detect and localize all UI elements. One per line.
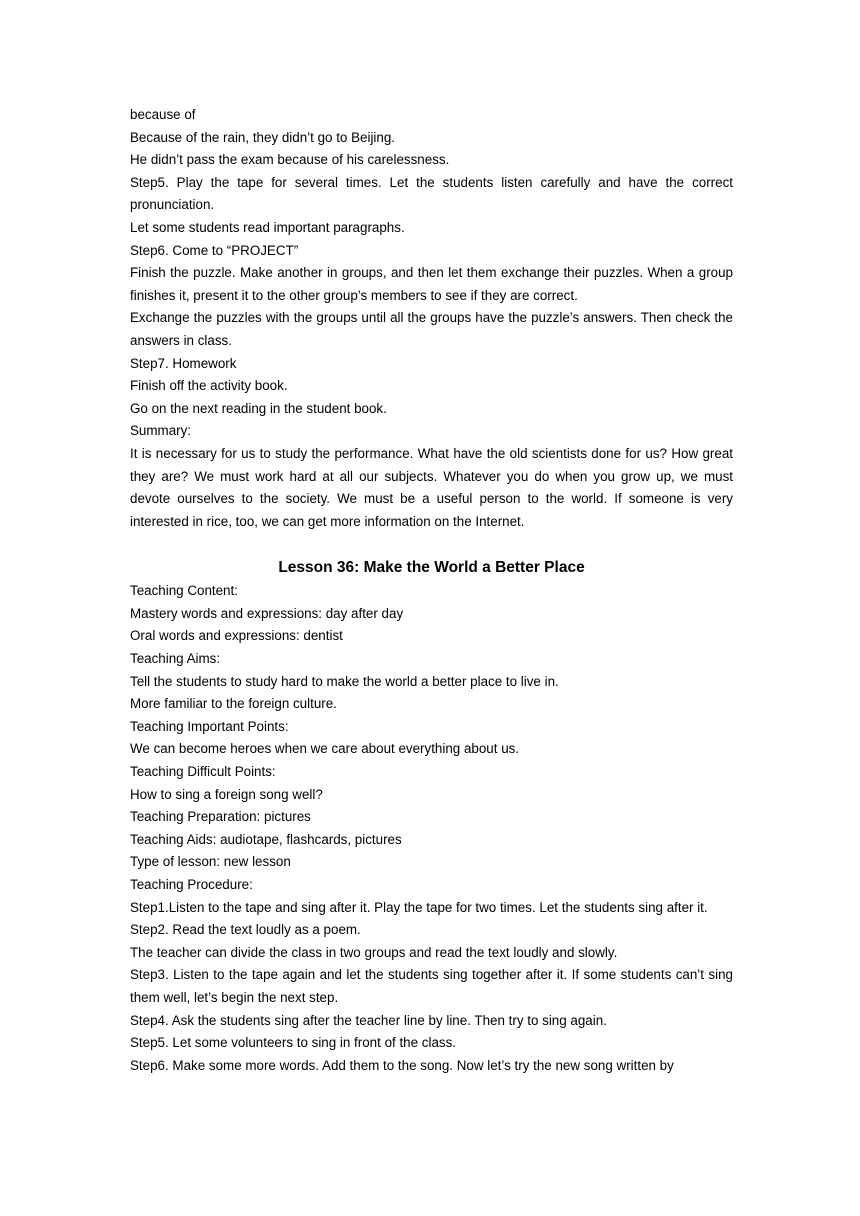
text-line: How to sing a foreign song well?: [130, 786, 323, 802]
text-line: Mastery words and expressions: day after day: [130, 605, 404, 621]
text-line: Teaching Content:: [130, 583, 238, 599]
paragraph: Exchange the puzzles with the groups until all the groups have the puzzle’s answers. Then check the answers in class.: [130, 310, 733, 348]
text-line: Oral words and expressions: dentist: [130, 628, 343, 644]
text-line: Teaching Important Points:: [130, 718, 289, 734]
text-line: He didn’t pass the exam because of his carelessness.: [130, 152, 450, 168]
paragraph: Step1.Listen to the tape and sing after it. Play the tape for two times. Let the students sing after it.: [130, 899, 708, 915]
text-line: Teaching Preparation: pictures: [130, 809, 311, 825]
text-line: Step7. Homework: [130, 355, 237, 371]
text-line: We can become heroes when we care about everything about us.: [130, 741, 520, 757]
text-line: Go on the next reading in the student book.: [130, 400, 387, 416]
text-line: Step6. Make some more words. Add them to the song. Now let’s try the new song written by: [130, 1057, 674, 1073]
text-line: Let some students read important paragraphs.: [130, 219, 405, 235]
paragraph: Finish the puzzle. Make another in groups, and then let them exchange their puzzles. When a group finishes it, present it to the other group’s members to see if they are correct.: [130, 265, 733, 303]
text-line: Step5. Let some volunteers to sing in front of the class.: [130, 1035, 457, 1051]
paragraph: It is necessary for us to study the performance. What have the old scientists done for us? How great they are? We must work hard at all our subjects. Whatever you do when you grow up, we must devote ourselves to the society. We must be a useful person to the world. If someone is very interested in rice, too, we can get more information on the Internet.: [130, 445, 733, 529]
text-line: Summary:: [130, 423, 192, 439]
text-line: Tell the students to study hard to make the world a better place to live in.: [130, 673, 559, 689]
text-line: Teaching Difficult Points:: [130, 764, 276, 780]
text-line: Step4. Ask the students sing after the teacher line by line. Then try to sing again.: [130, 1012, 607, 1028]
paragraph: Step3. Listen to the tape again and let the students sing together after it. If some students can’t sing them well, let’s begin the next step.: [130, 967, 733, 1005]
text-line: Teaching Aims:: [130, 651, 221, 667]
text-line: The teacher can divide the class in two groups and read the text loudly and slowly.: [130, 944, 618, 960]
text-line: More familiar to the foreign culture.: [130, 696, 337, 712]
lesson-title: Lesson 36: Make the World a Better Place: [278, 559, 585, 577]
text-line: Finish off the activity book.: [130, 378, 288, 394]
text-line: Teaching Procedure:: [130, 877, 253, 892]
text-line: Because of the rain, they didn’t go to Beijing.: [130, 129, 396, 145]
text-line: because of: [130, 107, 196, 122]
paragraph: Step5. Play the tape for several times. Let the students listen carefully and have the correct pronunciation.: [130, 174, 733, 213]
text-line: Teaching Aids: audiotape, flashcards, pictures: [130, 831, 402, 847]
text-line: Step2. Read the text loudly as a poem.: [130, 922, 361, 938]
text-line: Type of lesson: new lesson: [130, 854, 291, 870]
text-line: Step6. Come to “PROJECT”: [130, 242, 299, 258]
